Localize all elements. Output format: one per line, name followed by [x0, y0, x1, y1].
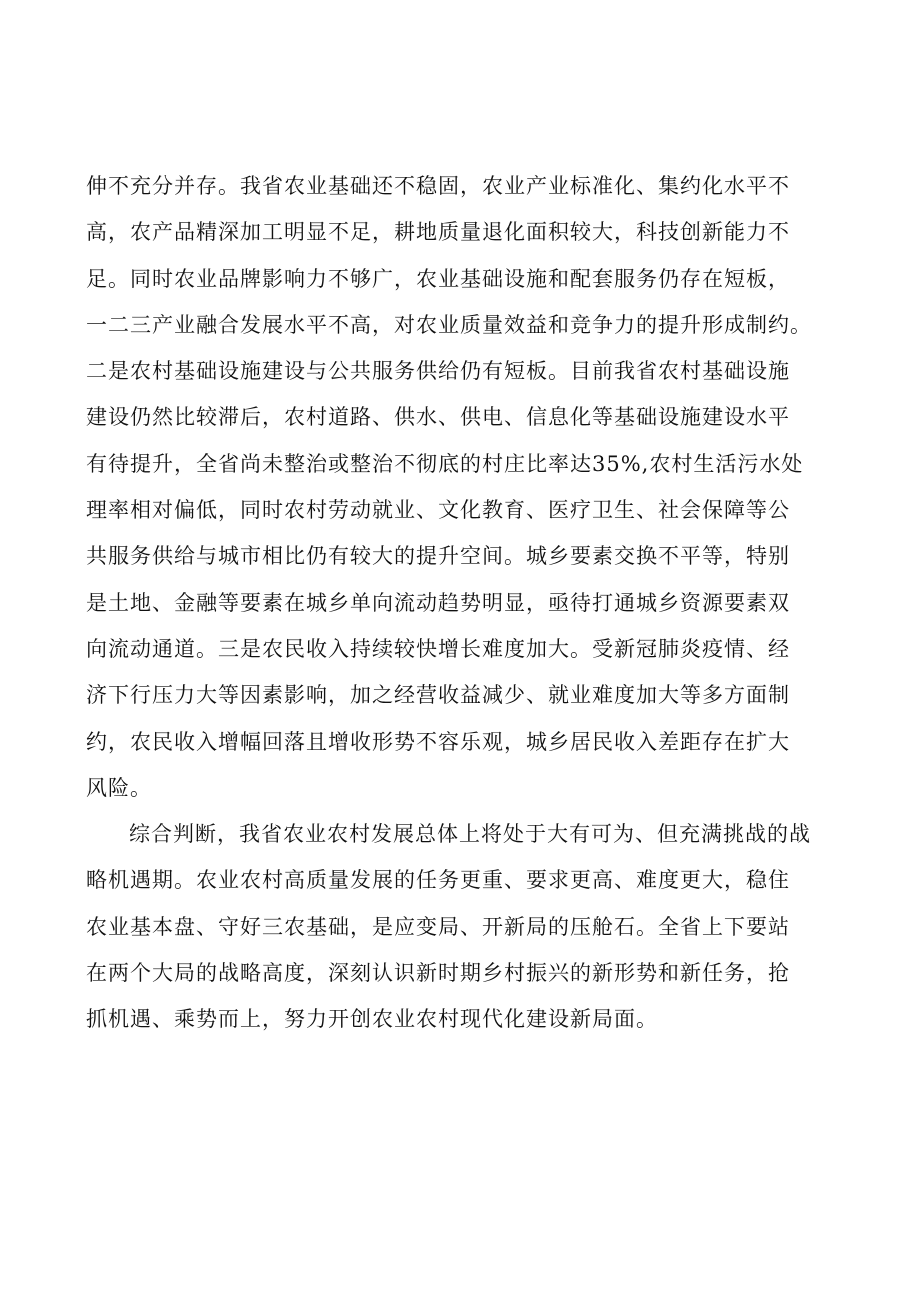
text-line: 农业基本盘、守好三农基础，是应变局、开新局的压舱石。全省上下要站 — [86, 914, 790, 939]
text-line: 抓机遇、乘势而上，努力开创农业农村现代化建设新局面。 — [86, 1007, 658, 1032]
text-line: 略机遇期。农业农村高质量发展的任务更重、要求更高、难度更大，稳住 — [86, 868, 790, 893]
text-line: 济下行压力大等因素影响，加之经营收益减少、就业难度加大等多方面制 — [86, 683, 790, 708]
text-line: 综合判断，我省农业农村发展总体上将处于大有可为、但充满挑战的战 — [129, 822, 811, 847]
text-line: 高，农产品精深加工明显不足，耕地质量退化面积较大，科技创新能力不 — [86, 220, 790, 245]
text-line: 风险。 — [86, 775, 152, 800]
text-line: 约，农民收入增幅回落且增收形势不容乐观，城乡居民收入差距存在扩大 — [86, 729, 790, 754]
text-line: 有待提升，全省尚未整治或整治不彻底的村庄比率达35%,农村生活污水处 — [86, 451, 804, 476]
paragraph-2 — [86, 811, 846, 1042]
text-line: 一二三产业融合发展水平不高，对农业质量效益和竞争力的提升形成制约。 — [86, 312, 812, 337]
body-text — [86, 163, 846, 1043]
text-line: 建设仍然比较滞后，农村道路、供水、供电、信息化等基础设施建设水平 — [86, 405, 790, 430]
paragraph-1 — [86, 163, 846, 811]
text-line: 是土地、金融等要素在城乡单向流动趋势明显，亟待打通城乡资源要素双 — [86, 590, 790, 615]
text-line: 伸不充分并存。我省农业基础还不稳固，农业产业标准化、集约化水平不 — [86, 174, 790, 198]
text-line: 理率相对偏低，同时农村劳动就业、文化教育、医疗卫生、社会保障等公 — [86, 498, 790, 523]
text-line: 共服务供给与城市相比仍有较大的提升空间。城乡要素交换不平等，特别 — [86, 544, 790, 569]
text-line: 足。同时农业品牌影响力不够广，农业基础设施和配套服务仍存在短板， — [86, 266, 790, 291]
text-line: 在两个大局的战略高度，深刻认识新时期乡村振兴的新形势和新任务，抢 — [86, 961, 790, 986]
text-line: 二是农村基础设施建设与公共服务供给仍有短板。目前我省农村基础设施 — [86, 359, 790, 384]
text-line: 向流动通道。三是农民收入持续较快增长难度加大。受新冠肺炎疫情、经 — [86, 636, 790, 661]
